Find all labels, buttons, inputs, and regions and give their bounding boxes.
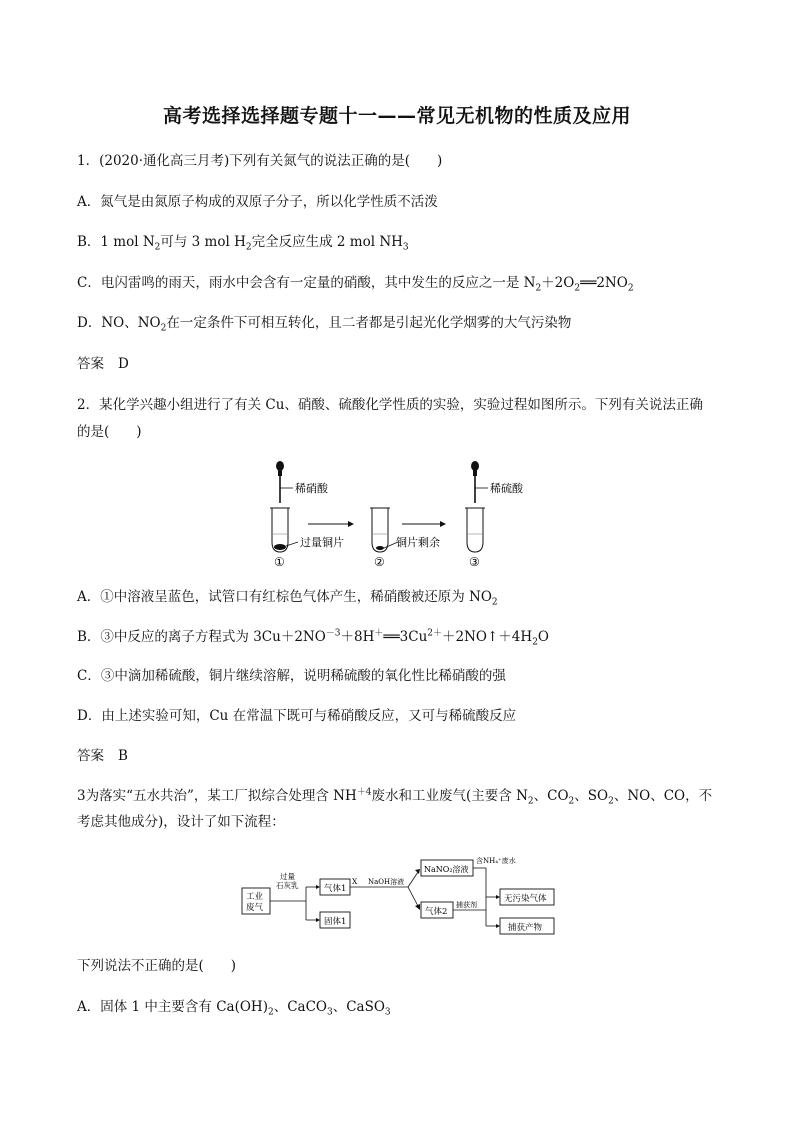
copper-chips-1	[274, 544, 286, 550]
svg-text:气体2: 气体2	[425, 907, 448, 917]
page-title: 高考选择选择题专题十一——常见无机物的性质及应用	[162, 105, 631, 127]
svg-text:工业: 工业	[246, 892, 264, 902]
q1-option-a: A．氮气是由氮原子构成的双原子分子，所以化学性质不活泼	[77, 194, 438, 210]
svg-text:无污染气体: 无污染气体	[504, 894, 547, 904]
svg-text:NaOH溶液: NaOH溶液	[368, 878, 405, 886]
q2-option-d: D．由上述实验可知，Cu 在常温下既可与稀硝酸反应，又可与稀硫酸反应	[77, 708, 517, 724]
svg-text:X: X	[352, 877, 358, 886]
svg-text:废气: 废气	[246, 903, 264, 913]
q2-stem-line1: 2．某化学兴趣小组进行了有关 Cu、硝酸、硫酸化学性质的实验，实验过程如图所示。下列有关说法正确	[77, 397, 703, 413]
q2-experiment-figure	[260, 458, 550, 570]
q1-option-b: B．1 mol $N_2$可与 3 mol $H_2$完全反应生成 2 mol $NH_3$	[77, 234, 409, 253]
q2-option-b: B．③中反应的离子方程式为 $3Cu+2NO^{-3}+8H^+══3Cu^{2+}+2NO↑+4H_2O$	[77, 628, 549, 648]
svg-text:气体1: 气体1	[324, 884, 347, 894]
q3-stem-line1: 3为落实“五水共治”，某工厂拟综合处理含 $NH^{+4}$废水和工业废气(主要含 $N_2$、$CO_2$、$SO_2$、NO、CO，不	[77, 787, 713, 807]
tube-3-label: ③	[469, 555, 480, 569]
tube-2-label: ②	[374, 555, 385, 569]
q2-stem-line2: 的是( )	[77, 424, 142, 440]
svg-text:过量: 过量	[280, 872, 295, 881]
q3-option-a: A．固体 1 中主要含有 $Ca(OH)_2$、CaCO$_3$、CaSO$_3$	[77, 999, 391, 1018]
tube-1-label: ①	[274, 555, 285, 569]
q3-flow-diagram	[240, 850, 560, 936]
dropper-3	[471, 461, 479, 503]
label-excess-copper: 过量铜片	[300, 536, 344, 549]
q1-answer: 答案 D	[77, 356, 129, 372]
copper-remaining	[376, 546, 384, 550]
q2-answer: 答案 B	[77, 748, 128, 764]
svg-text:含NH₄⁺废水: 含NH₄⁺废水	[476, 857, 516, 865]
test-tube-3	[467, 508, 483, 552]
svg-text:捕获产物: 捕获产物	[508, 923, 543, 933]
label-copper-remaining: 铜片剩余	[396, 536, 440, 549]
q1-option-c: C．电闪雷鸣的雨天，雨水中会含有一定量的硝酸，其中发生的反应之一是 $N_2+2O_2══2NO_2$	[77, 275, 634, 294]
q1-option-d: D．NO、$NO_2$在一定条件下可相互转化，且二者都是引起光化学烟雾的大气污染物	[77, 315, 572, 334]
svg-text:NaNO₂溶液: NaNO₂溶液	[424, 865, 469, 874]
svg-text:石灰乳: 石灰乳	[276, 881, 299, 890]
q2-option-c: C．③中滴加稀硫酸，铜片继续溶解，说明稀硫酸的氧化性比稀硝酸的强	[77, 668, 506, 684]
q3-stem-line2: 考虑其他成分)，设计了如下流程：	[77, 814, 285, 830]
test-tube-2	[372, 508, 388, 552]
q1-stem: 1．(2020·通化高三月考)下列有关氮气的说法正确的是( )	[77, 153, 443, 169]
q2-option-a: A．①中溶液呈蓝色，试管口有红棕色气体产生，稀硝酸被还原为 $NO_2$	[77, 589, 498, 608]
label-dilute-sulfuric: 稀硫酸	[490, 482, 523, 495]
label-dilute-nitric: 稀硝酸	[295, 482, 328, 495]
svg-text:固体1: 固体1	[324, 917, 347, 927]
dropper-1	[276, 461, 284, 503]
q3-question: 下列说法不正确的是( )	[77, 958, 237, 974]
svg-text:捕获剂: 捕获剂	[456, 901, 477, 909]
